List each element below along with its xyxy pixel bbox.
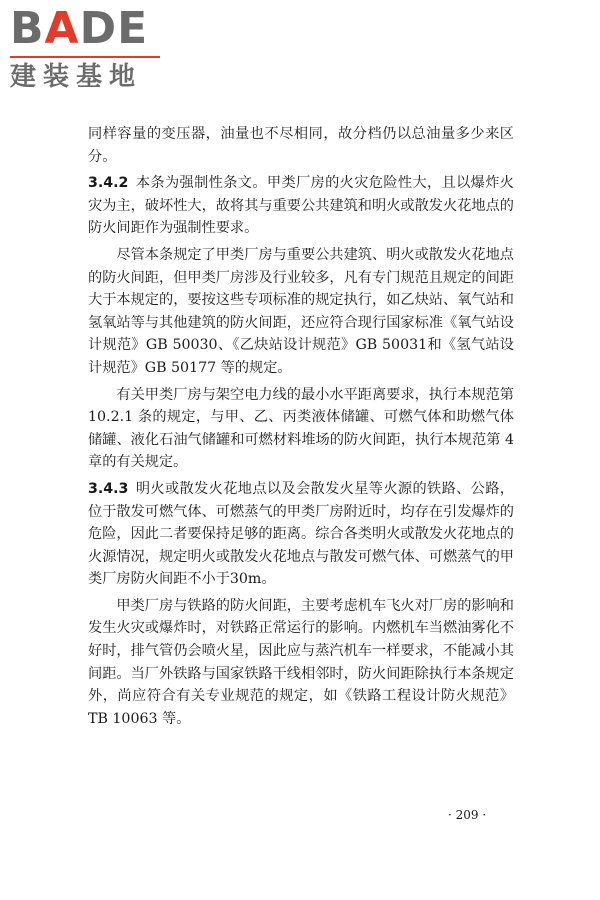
paragraph-indented: 有关甲类厂房与架空电力线的最小水平距离要求，执行本规范第 10.2.1 条的规定，与甲、乙、丙类液体储罐、可燃气体和助燃气体储罐、液化石油气储罐和可燃材料堆场的防火间距，执行本规范第 4 章的有关规定。	[88, 386, 514, 471]
paragraph-indented: 甲类厂房与铁路的防火间距，主要考虑机车飞火对厂房的影响和发生火灾或爆炸时，对铁路正常运行的影响。内燃机车当燃油雾化不好时，排气管仍会喷火星，因此应与蒸汽机车一样要求，不能减小其间距。当厂外铁路与国家铁路干线相邻时，防火间距除执行本条规定外，尚应符合有关专业规范的规定，如《铁路工程设计防火规范》TB 10063 等。	[88, 597, 514, 727]
clause-3-4-2	[88, 172, 514, 240]
bade-logo	[10, 3, 180, 96]
logo-letter-b: B	[10, 3, 45, 54]
paragraph-continuation: 同样容量的变压器，油量也不尽相同，故分档仍以总油量多少来区分。	[88, 126, 514, 165]
logo-latin-text	[10, 3, 180, 54]
clause-text: 本条为强制性条文。甲类厂房的火灾危险性大，且以爆炸火灾为主，破坏性大，故将其与重要公共建筑和明火或散发火花地点的防火间距作为强制性要求。	[88, 175, 514, 237]
logo-chinese-text: 建装基地	[10, 62, 143, 92]
logo-divider-line	[10, 56, 160, 58]
paragraph-indented: 尽管本条规定了甲类厂房与重要公共建筑、明火或散发火花地点的防火间距，但甲类厂房涉及行业较多，凡有专门规范且规定的间距大于本规定的，要按这些专项标准的规定执行，如乙炔站、氧气站和氢氧站等与其他建筑的防火间距，还应符合现行国家标准《氧气站设计规范》GB 50030、《乙炔站设计规范》GB 50031和《氢气站设计规范》GB 50177 等的规定。	[88, 246, 514, 376]
logo-letter-a-accent: A	[44, 3, 80, 54]
clause-number: 3.4.2	[88, 175, 129, 192]
clause-number: 3.4.3	[88, 480, 129, 497]
page-number: · 209 ·	[448, 808, 487, 822]
clause-3-4-3	[88, 478, 514, 591]
logo-letters-de: DE	[79, 3, 149, 54]
clause-text: 明火或散发火花地点以及会散发火星等火源的铁路、公路，位于散发可燃气体、可燃蒸气的甲类厂房附近时，均存在引发爆炸的危险，因此二者要保持足够的距离。综合各类明火或散发火花地点的火源情况，规定明火或散发火花地点与散发可燃气体、可燃蒸气的甲类厂房防火间距不小于30m。	[88, 480, 514, 588]
document-body	[88, 123, 514, 734]
